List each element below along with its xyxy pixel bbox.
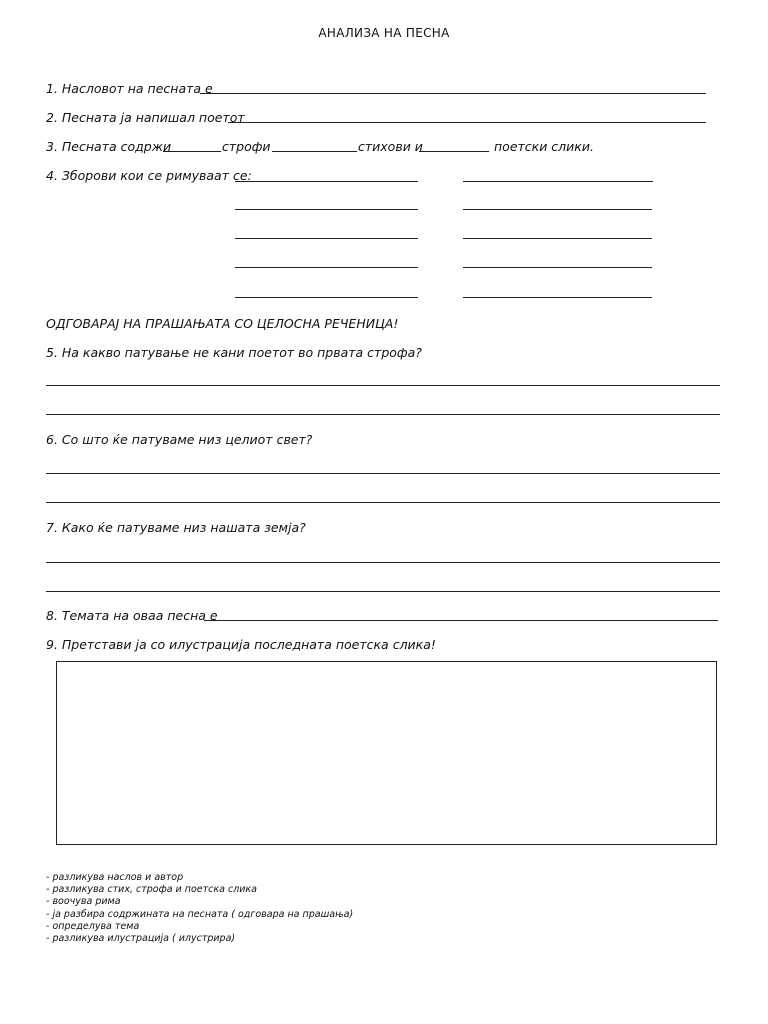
question-2-answer-line[interactable]	[228, 122, 706, 123]
rhyme-line[interactable]	[463, 267, 652, 268]
strofi-label: строфи	[222, 139, 271, 154]
rhyme-line[interactable]	[463, 297, 652, 298]
question-7-answer-line[interactable]	[46, 591, 720, 592]
criteria-item: - разликува стих, строфа и поетска слика	[46, 884, 257, 896]
criteria-item: - разликува илустрација ( илустрира)	[46, 932, 236, 944]
stihovi-count-line[interactable]	[272, 151, 357, 152]
criteria-list	[46, 872, 353, 945]
rhyme-line[interactable]	[463, 181, 653, 182]
question-1-answer-line[interactable]	[200, 93, 706, 94]
criteria-item: - воочува рима	[46, 896, 121, 908]
question-4-label: 4. Зборови кои се римуваат се:	[46, 168, 252, 183]
rhyme-line[interactable]	[463, 238, 652, 239]
question-6-label: 6. Со што ќе патуваме низ целиот свет?	[46, 432, 313, 447]
question-2-label: 2. Песната ја напишал поетот	[46, 110, 245, 125]
strofi-count-line[interactable]	[163, 151, 221, 152]
criteria-item: - ја разбира содржината на песната ( одговара на прашања)	[46, 908, 354, 920]
sliki-label: поетски слики.	[494, 139, 594, 154]
sliki-count-line[interactable]	[419, 151, 489, 152]
question-6-answer-line[interactable]	[46, 473, 720, 474]
question-1-label: 1. Насловот на песната е	[46, 81, 213, 96]
question-3-label: 3. Песната содржи	[46, 139, 172, 154]
rhyme-line[interactable]	[235, 181, 418, 182]
question-7-label: 7. Како ќе патуваме низ нашата земја?	[46, 520, 306, 535]
question-8-answer-line[interactable]	[204, 620, 718, 621]
question-5-answer-line[interactable]	[46, 414, 720, 415]
page-title: АНАЛИЗА НА ПЕСНА	[318, 26, 450, 40]
illustration-box[interactable]	[56, 661, 717, 845]
question-6-answer-line[interactable]	[46, 502, 720, 503]
criteria-item: - разликува наслов и автор	[46, 872, 184, 883]
rhyme-line[interactable]	[235, 209, 418, 210]
rhyme-line[interactable]	[463, 209, 652, 210]
rhyme-line[interactable]	[235, 267, 418, 268]
criteria-item: - определува тема	[46, 920, 140, 932]
rhyme-line[interactable]	[235, 297, 418, 298]
question-8-label: 8. Темата на оваа песна е	[46, 608, 218, 623]
rhyme-line[interactable]	[235, 238, 418, 239]
question-5-label: 5. На какво патување не кани поетот во првата строфа?	[46, 345, 422, 360]
question-7-answer-line[interactable]	[46, 562, 720, 563]
instruction-text: ОДГОВАРАЈ НА ПРАШАЊАТА СО ЦЕЛОСНА РЕЧЕНИЦА!	[46, 316, 399, 331]
question-5-answer-line[interactable]	[46, 385, 720, 386]
stihovi-label: стихови и	[358, 139, 423, 154]
question-9-label: 9. Претстави ја со илустрација последната поетска слика!	[46, 637, 436, 652]
